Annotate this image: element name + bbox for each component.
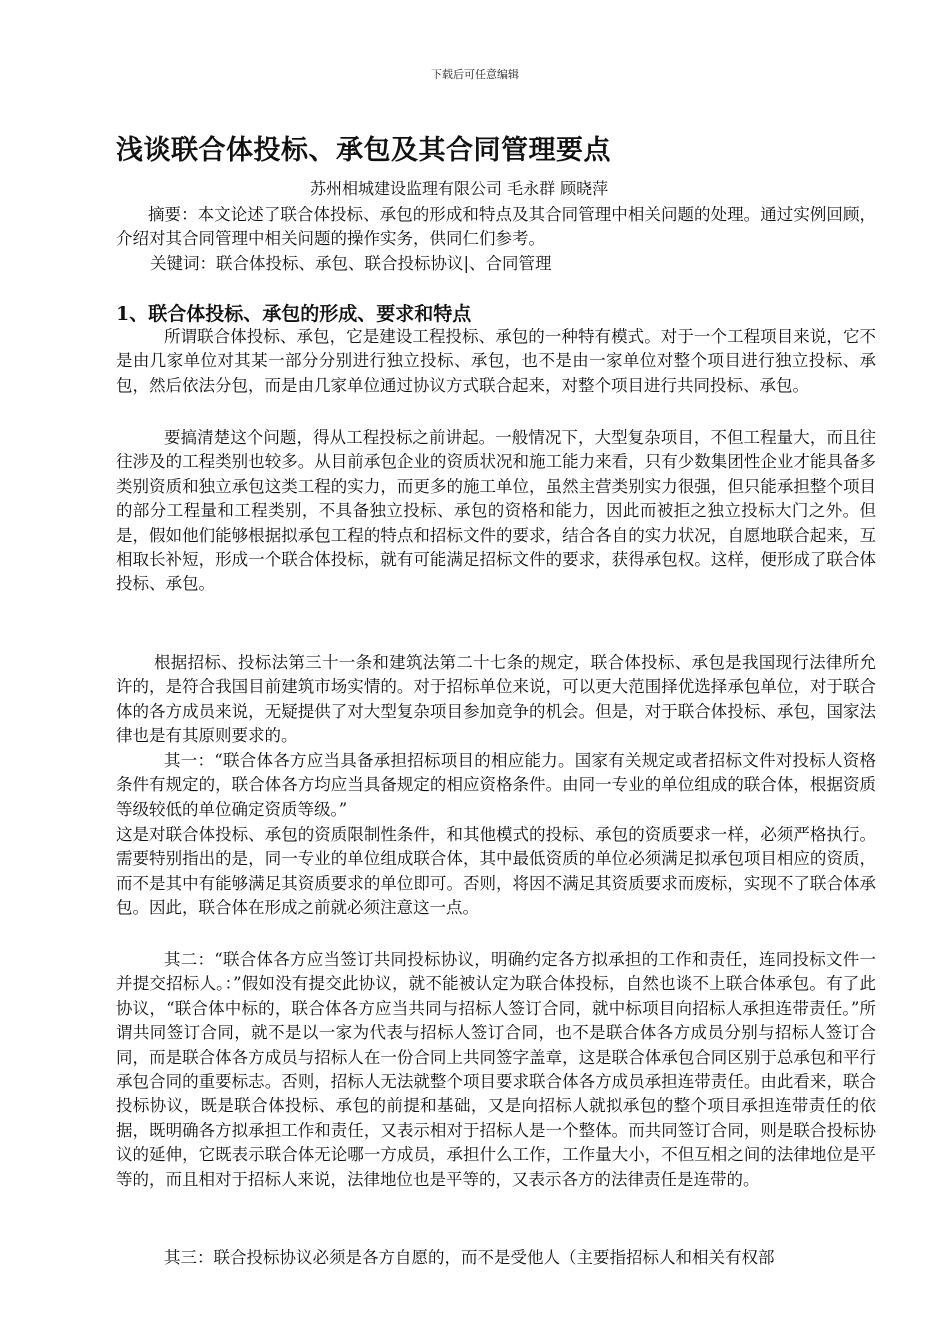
abstract: 摘要：本文论述了联合体投标、承包的形成和特点及其合同管理中相关问题的处理。通过实例回顾，介绍对其合同管理中相关问题的操作实务，供同仁们参考。 bbox=[116, 205, 876, 249]
paragraph: 其三：联合投标协议必须是各方自愿的，而不是受他人（主要指招标人和相关有权部 bbox=[164, 1248, 775, 1267]
page-header: 下载后可任意编辑 bbox=[431, 68, 519, 81]
paragraph: 其一：“联合体各方应当具备承担招标项目的相应能力。国家有关规定或者招标文件对投标人资格条件有规定的，联合体各方均应当具备规定的相应资格条件。由同一专业的单位组成的联合体，根据资质等级较低的单位确定资质等级。” bbox=[116, 751, 876, 819]
keywords: 关键词：联合体投标、承包、联合投标协议|、合同管理 bbox=[150, 254, 552, 273]
paragraph: 要搞清楚这个问题，得从工程投标之前讲起。一般情况下，大型复杂项目，不但工程量大，而且往往涉及的工程类别也较多。从目前承包企业的资质状况和施工能力来看，只有少数集团性企业才能具备多类别资质和独立承包这类工程的实力，而更多的施工单位，虽然主营类别实力很强，但只能承担整个项目的部分工程量和工程类别，不具备独立投标、承包的资格和能力，因此而被拒之独立投标大门之外。但是，假如他们能够根据拟承包工程的特点和招标文件的要求，结合各自的实力状况，自愿地联合起来，互相取长补短，形成一个联合体投标，就有可能满足招标文件的要求，获得承包权。这样，便形成了联合体投标、承包。 bbox=[116, 428, 876, 594]
paragraph: 其二：“联合体各方应当签订共同投标协议，明确约定各方拟承担的工作和责任，连同投标文件一并提交招标人。：”假如没有提交此协议，就不能被认定为联合体投标，自然也谈不上联合体承包。有了此协议，“联合体中标的，联合体各方应当共同与招标人签订合同，就中标项目向招标人承担连带责任。”所谓共同签订合同，就不是以一家为代表与招标人签订合同，也不是联合体各方成员分别与招标人签订合同，而是联合体各方成员与招标人在一份合同上共同签字盖章，这是联合体承包合同区别于总承包和平行承包合同的重要标志。否则，招标人无法就整个项目要求联合体各方成员承担连带责任。由此看来，联合投标协议，既是联合体投标、承包的前提和基础，又是向招标人就拟承包的整个项目承担连带责任的依据，既明确各方拟承担工作和责任，又表示相对于招标人是一个整体。而共同签订合同，则是联合投标协议的延伸，它既表示联合体无论哪一方成员，承担什么工作，工作量大小，不但互相之间的法律地位是平等的，而且相对于招标人来说，法律地位也是平等的，又表示各方的法律责任是连带的。 bbox=[116, 950, 876, 1189]
authors-line: 苏州相城建设监理有限公司 毛永群 顾晓萍 bbox=[310, 179, 609, 198]
paragraph: 根据招标、投标法第三十一条和建筑法第二十七条的规定，联合体投标、承包是我国现行法律所允许的，是符合我国目前建筑市场实情的。对于招标单位来说，可以更大范围择优选择承包单位，对于联合体的各方成员来说，无疑提供了对大型复杂项目参加竞争的机会。但是，对于联合体投标、承包，国家法律也是有其原则要求的。 bbox=[116, 653, 876, 746]
paragraph: 所谓联合体投标、承包，它是建设工程投标、承包的一种特有模式。对于一个工程项目来说，它不是由几家单位对其某一部分分别进行独立投标、承包，也不是由一家单位对整个项目进行独立投标、承包，然后依法分包，而是由几家单位通过协议方式联合起来，对整个项目进行共同投标、承包。 bbox=[116, 327, 876, 395]
paragraph: 这是对联合体投标、承包的资质限制性条件，和其他模式的投标、承包的资质要求一样，必须严格执行。需要特别指出的是，同一专业的单位组成联合体，其中最低资质的单位必须满足拟承包项目相应的资质，而不是其中有能够满足其资质要求的单位即可。否则，将因不满足其资质要求而废标，实现不了联合体承包。因此，联合体在形成之前就必须注意这一点。 bbox=[116, 825, 876, 918]
section-heading: 1、联合体投标、承包的形成、要求和特点 bbox=[116, 303, 472, 325]
document-title: 浅谈联合体投标、承包及其合同管理要点 bbox=[116, 135, 611, 166]
